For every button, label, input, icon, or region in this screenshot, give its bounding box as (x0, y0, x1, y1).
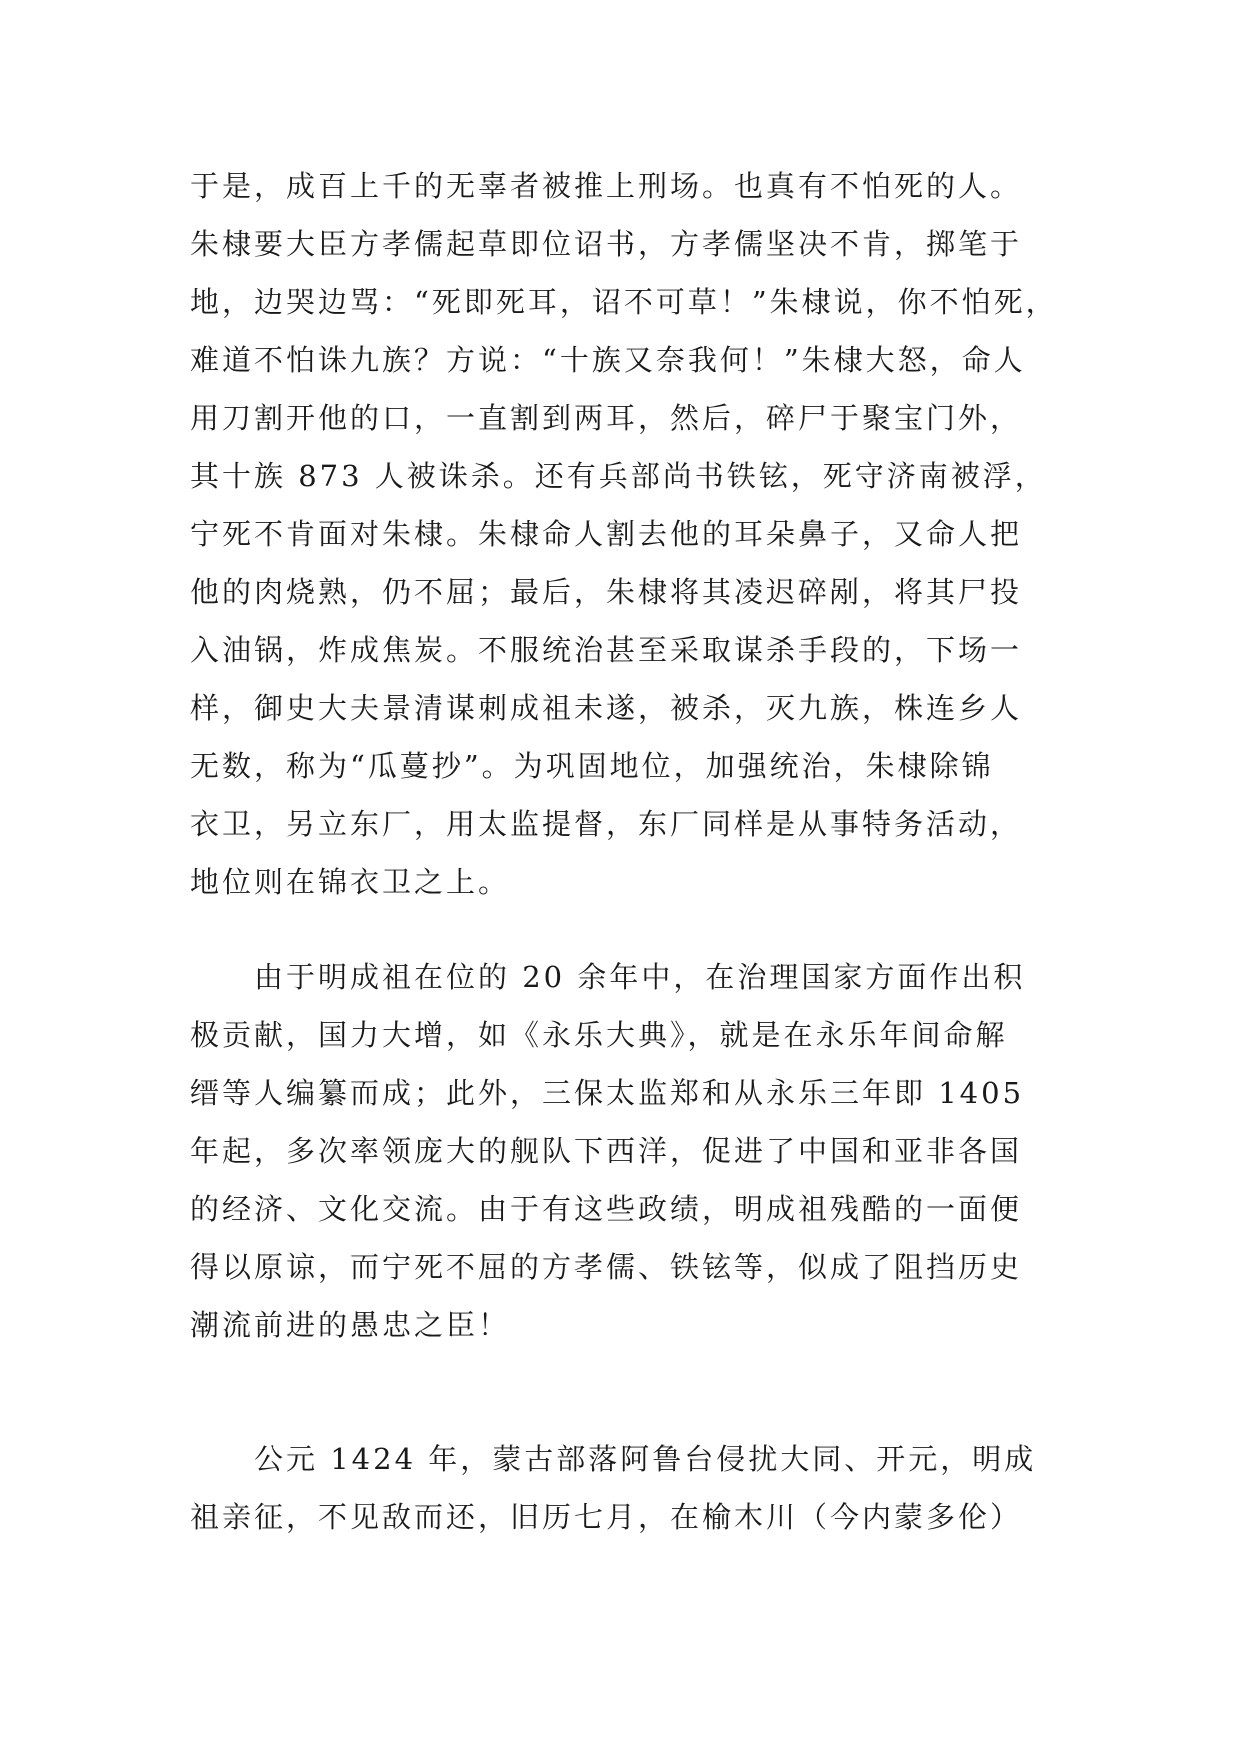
paragraph-line: 于是，成百上千的无辜者被推上刑场。也真有不怕死的人。 (190, 169, 1023, 203)
paragraph-line: 潮流前进的愚忠之臣！ (190, 1308, 511, 1342)
paragraph-line: 宁死不肯面对朱棣。朱棣命人割去他的耳朵鼻子，又命人把 (190, 517, 1023, 551)
paragraph-3 (190, 1430, 1052, 1546)
paragraph-line: 其十族 873 人被诛杀。还有兵部尚书铁铉，死守济南被浮， (190, 459, 1047, 493)
paragraph-line: 朱棣要大臣方孝儒起草即位诏书，方孝儒坚决不肯，掷笔于 (190, 227, 1023, 261)
paragraph-2 (190, 948, 1052, 1354)
paragraph-line: 难道不怕诛九族？方说：“十族又奈我何！”朱棣大怒，命人 (190, 343, 1026, 377)
paragraph-1 (190, 157, 1058, 911)
paragraph-line: 地，边哭边骂：“死即死耳，诏不可草！”朱棣说，你不怕死， (190, 285, 1058, 319)
paragraph-line: 他的肉烧熟，仍不屈；最后，朱棣将其凌迟碎剐，将其尸投 (190, 575, 1023, 609)
paragraph-line: 样，御史大夫景清谋刺成祖未遂，被杀，灭九族，株连乡人 (190, 691, 1023, 725)
paragraph-line: 极贡献，国力大增，如《永乐大典》，就是在永乐年间命解 (190, 1018, 1008, 1052)
paragraph-line: 由于明成祖在位的 20 余年中，在治理国家方面作出积 (190, 960, 1026, 994)
paragraph-line: 地位则在锦衣卫之上。 (190, 865, 511, 899)
paragraph-line: 用刀割开他的口，一直割到两耳，然后，碎尸于聚宝门外， (190, 401, 1023, 435)
paragraph-line: 公元 1424 年，蒙古部落阿鲁台侵扰大同、开元，明成 (190, 1442, 1037, 1476)
paragraph-line: 得以原谅，而宁死不屈的方孝儒、铁铉等，似成了阻挡历史 (190, 1250, 1023, 1284)
paragraph-line: 衣卫，另立东厂，用太监提督，东厂同样是从事特务活动， (190, 807, 1023, 841)
paragraph-line: 入油锅，炸成焦炭。不服统治甚至采取谋杀手段的，下场一 (190, 633, 1023, 667)
paragraph-line: 祖亲征，不见敌而还，旧历七月，在榆木川（今内蒙多伦） (190, 1500, 1023, 1534)
paragraph-line: 无数，称为“瓜蔓抄”。为巩固地位，加强统治，朱棣除锦 (190, 749, 994, 783)
paragraph-line: 缙等人编纂而成；此外，三保太监郑和从永乐三年即 1405 (190, 1076, 1025, 1110)
paragraph-line: 的经济、文化交流。由于有这些政绩，明成祖残酷的一面便 (190, 1192, 1023, 1226)
paragraph-line: 年起，多次率领庞大的舰队下西洋，促进了中国和亚非各国 (190, 1134, 1023, 1168)
